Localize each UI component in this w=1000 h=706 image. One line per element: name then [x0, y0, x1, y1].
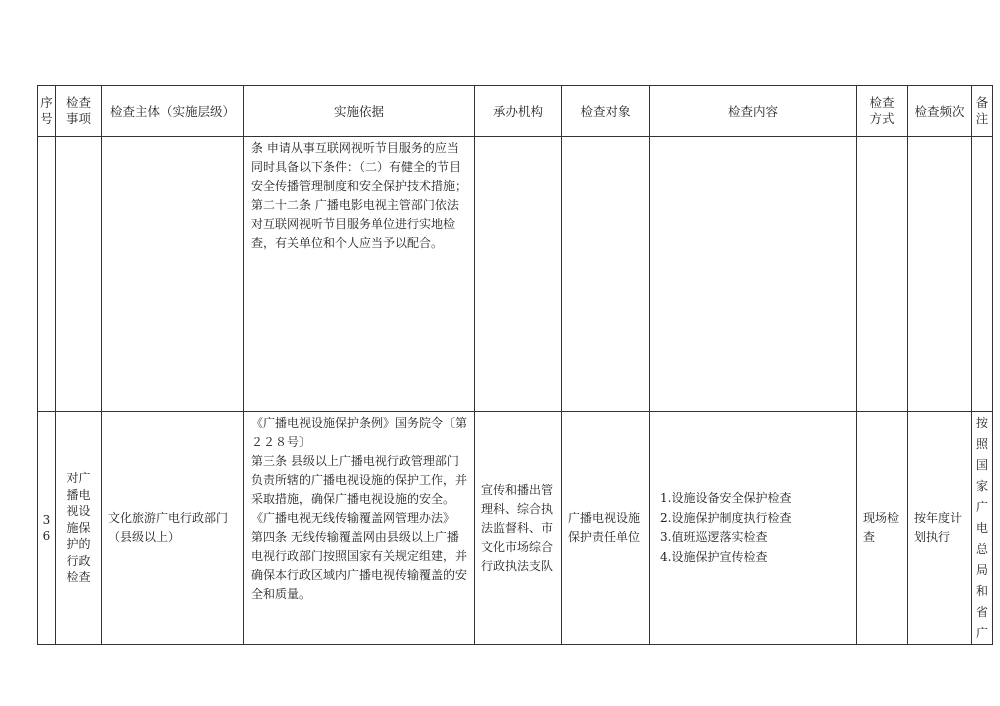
cell-basis: 《广播电视设施保护条例》国务院令〔第２２８号〕 第三条 县级以上广播电视行政管理部门负责所辖的广播电视设施的保护工作，并采取措施，确保广播电视设施的安全。 《广播电视无线传输覆盖网管理办法》 第四条 无线传输覆盖网由县级以上广播电视行政部门按照国家有关规定组建，并确保本行政区域内广播电视传输覆盖的安全和质量。: [244, 412, 475, 645]
cell-frequency: [908, 137, 972, 412]
table-row: [38, 137, 993, 412]
header-remark: 备 注: [972, 86, 993, 137]
cell-seq: 3 6: [38, 412, 56, 645]
cell-frequency: 按年度计划执行: [908, 412, 972, 645]
cell-target: 广播电视设施保护责任单位: [562, 412, 650, 645]
cell-seq: [38, 137, 56, 412]
header-frequency: 检查频次: [908, 86, 972, 137]
cell-target: [562, 137, 650, 412]
header-subject: 检查主体（实施层级）: [102, 86, 244, 137]
header-agency: 承办机构: [475, 86, 562, 137]
cell-remark: 按 照 国 家 广 电 总 局 和 省 广: [972, 412, 993, 645]
cell-subject: 文化旅游广电行政部门 （县级以上）: [102, 412, 244, 645]
cell-remark: [972, 137, 993, 412]
cell-content: 1.设施设备安全保护检查 2.设施保护制度执行检查 3.值班巡逻落实检查 4.设施保护宣传检查: [650, 412, 857, 645]
header-method: 检查 方式: [857, 86, 908, 137]
cell-item: 对广 播电 视设 施保 护的 行政 检查: [56, 412, 102, 645]
cell-method: [857, 137, 908, 412]
cell-subject: [102, 137, 244, 412]
cell-content: [650, 137, 857, 412]
header-content: 检查内容: [650, 86, 857, 137]
header-target: 检查对象: [562, 86, 650, 137]
cell-method: 现场检查: [857, 412, 908, 645]
inspection-table: [37, 85, 993, 645]
table-row: [38, 412, 993, 645]
cell-item: [56, 137, 102, 412]
header-basis: 实施依据: [244, 86, 475, 137]
cell-agency: [475, 137, 562, 412]
header-item: 检查 事项: [56, 86, 102, 137]
table-header-row: [38, 86, 993, 137]
cell-agency: 宣传和播出管理科、综合执法监督科、市文化市场综合行政执法支队: [475, 412, 562, 645]
cell-basis: 条 申请从事互联网视听节目服务的应当同时具备以下条件：（二）有健全的节目安全传播管理制度和安全保护技术措施； 第二十二条 广播电影电视主管部门依法对互联网视听节目服务单位进行实地检查，有关单位和个人应当予以配合。: [244, 137, 475, 412]
header-seq: 序 号: [38, 86, 56, 137]
